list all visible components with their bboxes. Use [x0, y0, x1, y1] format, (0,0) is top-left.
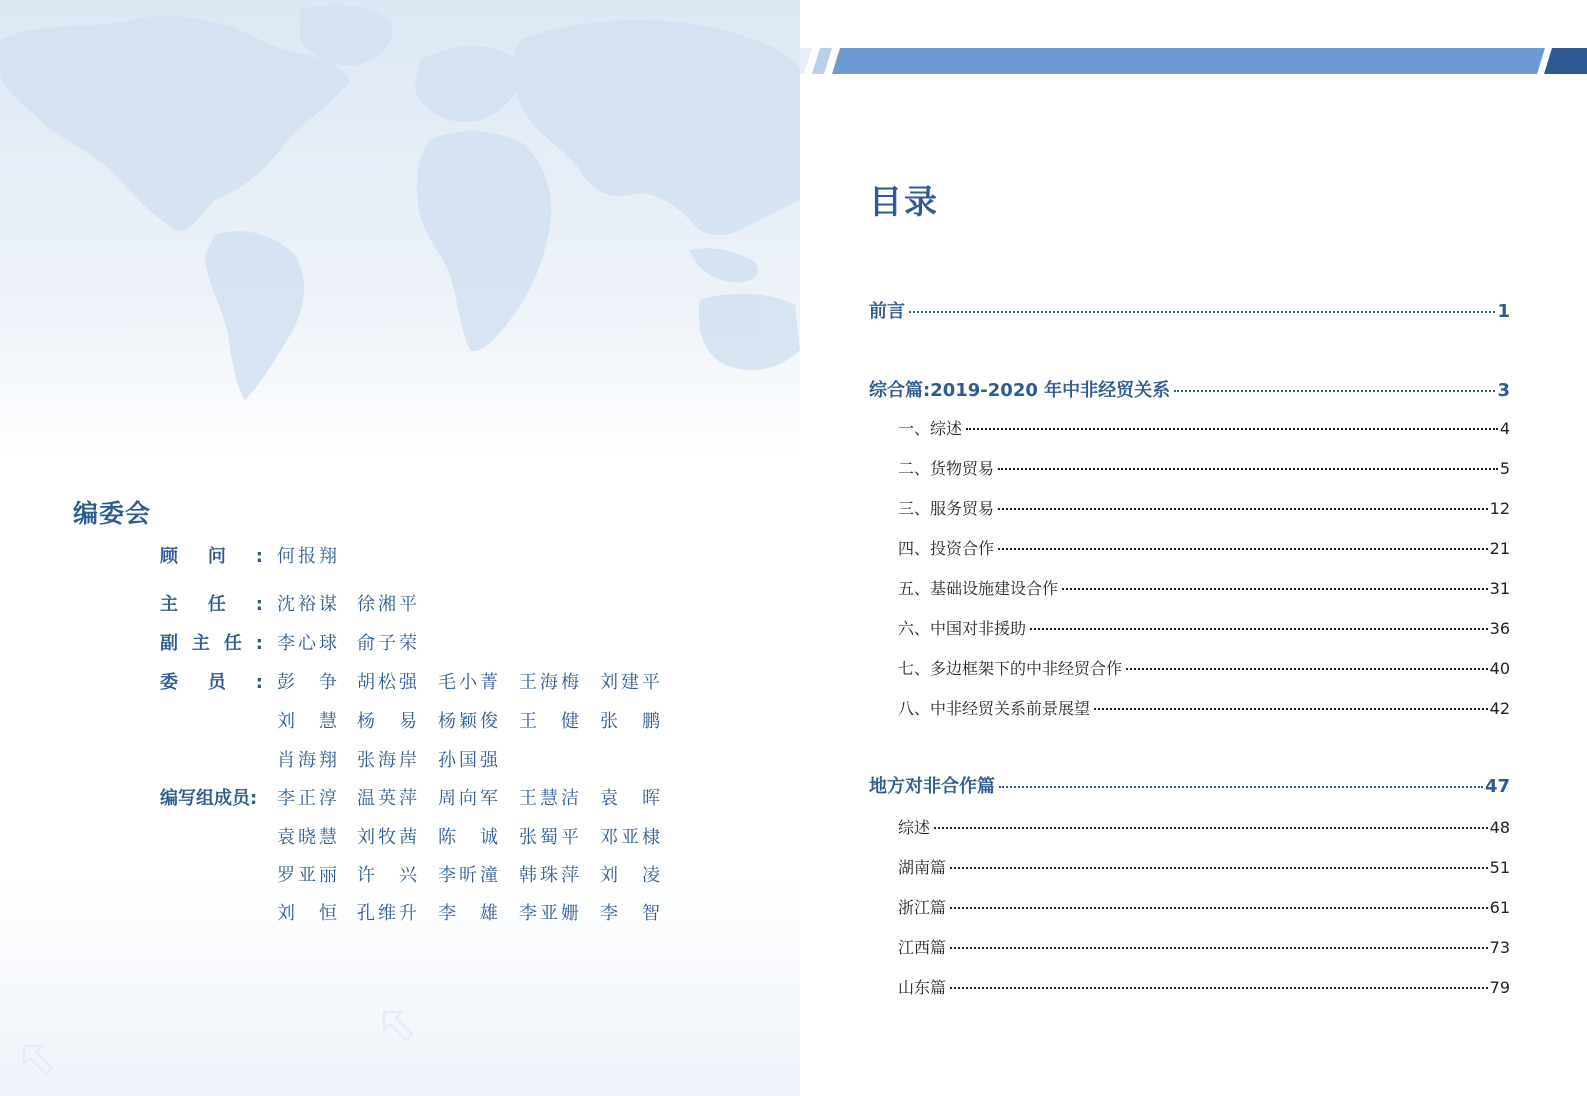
member-name: 孔维升 [357, 903, 417, 924]
toc-entry[interactable] [898, 456, 1510, 479]
toc-entry-label: 六、中国对非援助 [898, 619, 1027, 638]
toc-entry-label: 七、多边框架下的中非经贸合作 [898, 659, 1123, 678]
toc-entry-label: 浙江篇 [898, 898, 947, 917]
member-name: 徐湘平 [357, 594, 417, 615]
toc-entry-label: 山东篇 [898, 978, 947, 997]
toc-page-number: 73 [1489, 938, 1510, 957]
member-name: 张鹏 [600, 711, 660, 732]
member-name: 沈裕谋 [277, 594, 337, 615]
header-band [800, 48, 1587, 74]
member-name: 罗亚丽 [277, 865, 337, 886]
role-label-deputy-director: 副主任: [160, 633, 263, 654]
toc-dot-leader [1030, 628, 1488, 630]
member-name: 杨颖俊 [438, 711, 498, 732]
toc-entry[interactable] [869, 376, 1510, 402]
member-name: 俞子荣 [357, 633, 417, 654]
toc-page-number: 1 [1497, 301, 1510, 322]
role-label-writing-group: 编写组成员: [160, 788, 258, 809]
toc-page-number: 79 [1489, 978, 1510, 997]
toc-entry-label: 前言 [869, 301, 905, 322]
toc-entry[interactable] [898, 935, 1510, 958]
member-name: 袁晖 [600, 788, 660, 809]
role-label-members: 委员: [160, 672, 263, 693]
toc-page-number: 47 [1484, 776, 1510, 797]
world-map-background [0, 0, 800, 420]
member-name: 刘建平 [600, 672, 660, 693]
toc-page-number: 3 [1497, 380, 1510, 401]
member-name: 李正淳 [277, 788, 337, 809]
toc-dot-leader [998, 548, 1488, 550]
toc-page-number: 42 [1489, 699, 1510, 718]
member-name: 李心球 [277, 633, 337, 654]
toc-dot-leader [999, 786, 1483, 788]
toc-title: 目录 [869, 182, 939, 221]
toc-entry[interactable] [869, 297, 1510, 323]
toc-entry[interactable] [898, 696, 1510, 719]
toc-page-number: 21 [1489, 539, 1510, 558]
toc-entry-label: 一、综述 [898, 419, 963, 438]
member-name: 毛小菁 [438, 672, 498, 693]
member-name: 许兴 [357, 865, 417, 886]
toc-entry-label: 四、投资合作 [898, 539, 995, 558]
toc-entry-label: 湖南篇 [898, 858, 947, 877]
member-name: 孙国强 [438, 750, 498, 771]
toc-page-number: 4 [1499, 419, 1510, 438]
toc-entry-label: 五、基础设施建设合作 [898, 579, 1059, 598]
toc-dot-leader [950, 867, 1488, 869]
member-name: 刘慧 [277, 711, 337, 732]
arrow-icon [378, 1006, 418, 1046]
member-name: 何报翔 [277, 546, 337, 567]
toc-entry-label: 八、中非经贸关系前景展望 [898, 699, 1091, 718]
member-name: 胡松强 [357, 672, 417, 693]
toc-entry-label: 综合篇:2019-2020 年中非经贸关系 [869, 380, 1171, 401]
role-label-director: 主任: [160, 594, 263, 615]
member-name: 袁晓慧 [277, 827, 337, 848]
role-label-adviser: 顾问: [160, 546, 263, 567]
member-name: 彭争 [277, 672, 337, 693]
member-name: 温英萍 [357, 788, 417, 809]
toc-dot-leader [998, 508, 1488, 510]
member-name: 张蜀平 [519, 827, 579, 848]
member-name: 邓亚棣 [600, 827, 660, 848]
member-name: 韩珠萍 [519, 865, 579, 886]
toc-page-number: 51 [1489, 858, 1510, 877]
toc-entry-label: 二、货物贸易 [898, 459, 995, 478]
member-name: 刘凌 [600, 865, 660, 886]
table-of-contents-page [800, 0, 1587, 1096]
toc-dot-leader [1174, 390, 1495, 392]
member-name: 刘牧茜 [357, 827, 417, 848]
toc-entry-label: 地方对非合作篇 [869, 776, 995, 797]
toc-page-number: 36 [1489, 619, 1510, 638]
toc-dot-leader [998, 468, 1498, 470]
toc-dot-leader [966, 428, 1498, 430]
member-name: 王健 [519, 711, 579, 732]
member-name: 刘恒 [277, 903, 337, 924]
toc-entry-label: 综述 [898, 818, 931, 837]
member-name: 张海岸 [357, 750, 417, 771]
toc-page-number: 40 [1489, 659, 1510, 678]
member-name: 李雄 [438, 903, 498, 924]
toc-page-number: 61 [1489, 898, 1510, 917]
toc-entry[interactable] [898, 576, 1510, 599]
toc-entry[interactable] [898, 416, 1510, 439]
member-name: 李亚姗 [519, 903, 579, 924]
toc-dot-leader [909, 311, 1495, 313]
toc-dot-leader [1126, 668, 1488, 670]
member-name: 杨易 [357, 711, 417, 732]
toc-entry[interactable] [869, 772, 1510, 798]
toc-page-number: 48 [1489, 818, 1510, 837]
toc-entry-label: 江西篇 [898, 938, 947, 957]
member-name: 肖海翔 [277, 750, 337, 771]
member-name: 周向军 [438, 788, 498, 809]
toc-entry-label: 三、服务贸易 [898, 499, 995, 518]
toc-dot-leader [950, 947, 1488, 949]
toc-entry[interactable] [898, 496, 1510, 519]
toc-entry[interactable] [898, 815, 1510, 838]
toc-dot-leader [950, 987, 1488, 989]
arrow-icon [18, 1040, 58, 1080]
member-name: 李智 [600, 903, 660, 924]
toc-dot-leader [1094, 708, 1488, 710]
member-name: 王海梅 [519, 672, 579, 693]
member-name: 陈诚 [438, 827, 498, 848]
toc-entry[interactable] [898, 656, 1510, 679]
toc-entry[interactable] [898, 895, 1510, 918]
toc-dot-leader [950, 907, 1488, 909]
toc-page-number: 5 [1499, 459, 1510, 478]
editorial-board-title: 编委会 [73, 499, 152, 528]
toc-page-number: 31 [1489, 579, 1510, 598]
toc-dot-leader [934, 827, 1488, 829]
member-name: 李昕潼 [438, 865, 498, 886]
toc-dot-leader [1062, 588, 1488, 590]
toc-entry[interactable] [898, 975, 1510, 998]
toc-entry[interactable] [898, 855, 1510, 878]
toc-page-number: 12 [1489, 499, 1510, 518]
toc-entry[interactable] [898, 536, 1510, 559]
member-name: 王慧洁 [519, 788, 579, 809]
toc-entry[interactable] [898, 616, 1510, 639]
